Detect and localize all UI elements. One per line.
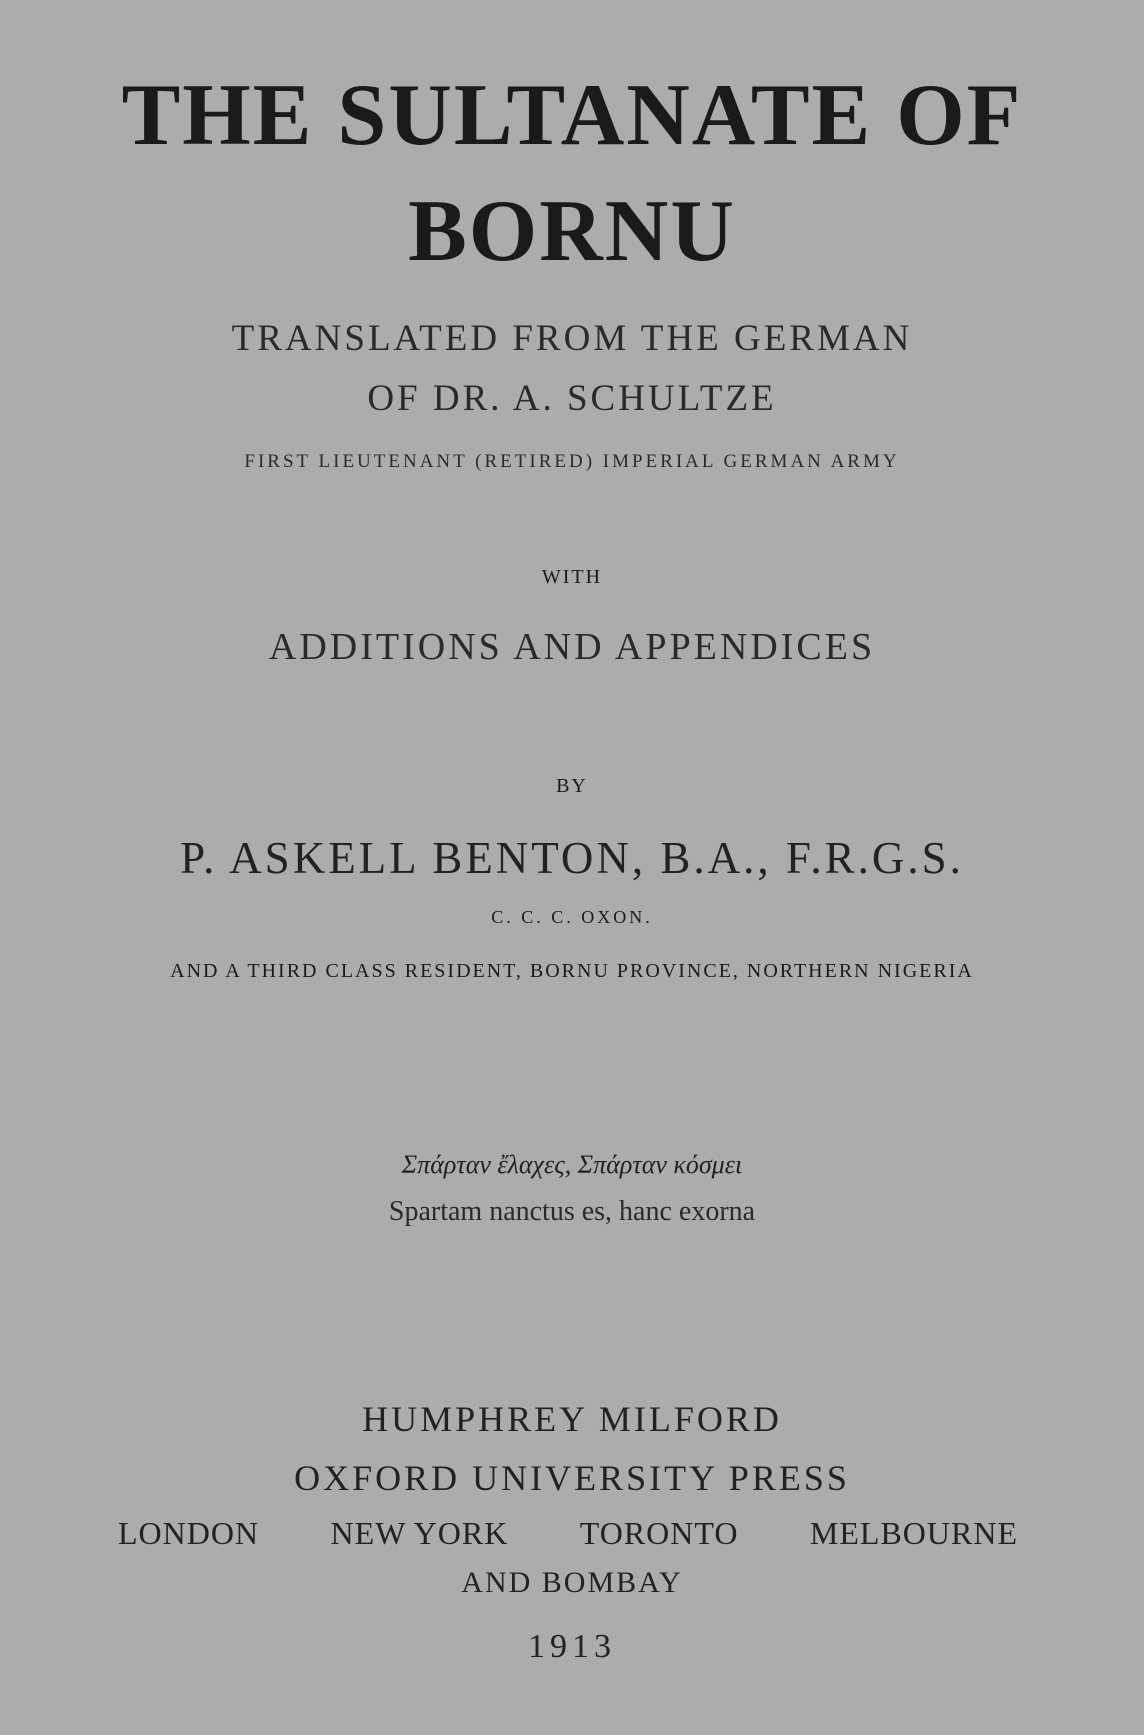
publisher-last-city: AND BOMBAY (461, 1566, 683, 1599)
additions-line: ADDITIONS AND APPENDICES (268, 626, 876, 668)
publisher-line-2: OXFORD UNIVERSITY PRESS (294, 1458, 850, 1498)
publication-year: 1913 (528, 1628, 616, 1665)
author-college: C. C. C. OXON. (491, 907, 653, 927)
epigraph-latin: Spartam nanctus es, hanc exorna (388, 1196, 756, 1227)
book-title-line-2: BORNU (408, 183, 736, 280)
publisher-cities (118, 1517, 1018, 1549)
translation-line-2: OF DR. A. SCHULTZE (367, 378, 777, 419)
book-title-line-1: THE SULTANATE OF (121, 67, 1023, 164)
publisher-line-1: HUMPHREY MILFORD (362, 1399, 782, 1439)
city-london: LONDON (118, 1515, 260, 1551)
city-toronto: TORONTO (579, 1515, 739, 1551)
author-position: AND A THIRD CLASS RESIDENT, BORNU PROVINCE, NORTHERN NIGERIA (170, 960, 974, 982)
translation-line-1: TRANSLATED FROM THE GERMAN (231, 318, 913, 359)
city-new-york: NEW YORK (330, 1515, 509, 1551)
city-melbourne: MELBOURNE (809, 1515, 1018, 1551)
with-label: WITH (541, 566, 603, 588)
author-name: P. ASKELL BENTON, B.A., F.R.G.S. (180, 833, 964, 883)
epigraph-greek: Σπάρταν ἔλαχες, Σπάρταν κόσμει (401, 1150, 743, 1179)
by-label: BY (556, 775, 588, 797)
original-author-rank: FIRST LIEUTENANT (RETIRED) IMPERIAL GERMAN ARMY (244, 451, 900, 472)
